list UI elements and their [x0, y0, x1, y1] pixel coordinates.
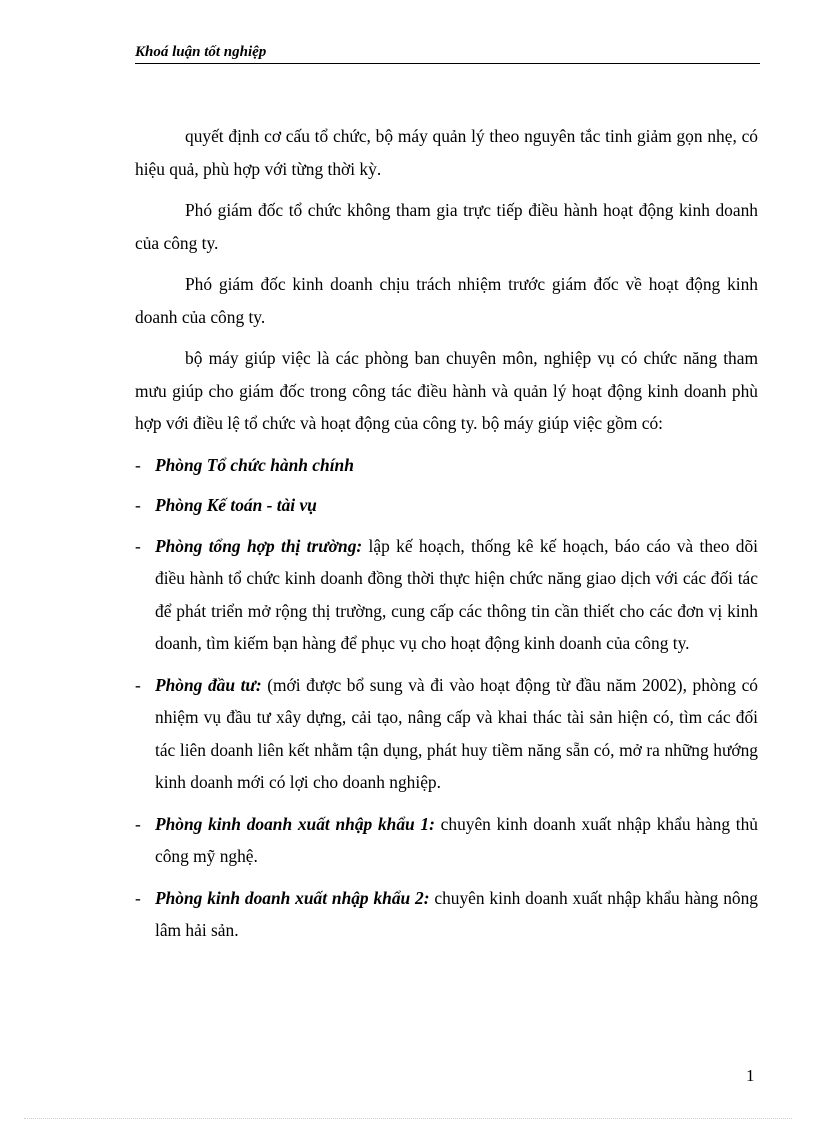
body-paragraph: Phó giám đốc kinh doanh chịu trách nhiệm trước giám đốc về hoạt động kinh doanh của công ty.: [135, 274, 758, 327]
department-description: chuyên kinh doanh xuất nhập khẩu hàng thủ công mỹ nghệ.: [155, 813, 759, 866]
department-description: lập kế hoạch, thống kê kế hoạch, báo cáo và theo dõi điều hành tổ chức kinh doanh đồng thời thực hiện chức năng giao dịch với các đối tác để phát triển mở rộng thị trường, cung cấp các thông tin cần thiết cho các đơn vị kinh doanh, tìm kiếm bạn hàng để phục vụ cho hoạt động kinh doanh của công ty.: [155, 535, 758, 653]
list-item-department: [135, 489, 758, 522]
department-title: Phòng Tổ chức hành chính: [155, 454, 354, 475]
list-item-department: [135, 669, 758, 799]
list-item-department: [135, 449, 758, 482]
list-item-department: [135, 530, 758, 660]
list-dash: -: [135, 495, 141, 515]
list-dash: -: [135, 813, 141, 834]
list-item-department: [135, 808, 758, 873]
department-title: Phòng đầu tư:: [155, 674, 262, 695]
running-header: Khoá luận tốt nghiệp: [135, 44, 760, 64]
page-number: 1: [746, 1066, 755, 1085]
document-body: [135, 120, 758, 956]
list-dash: -: [135, 535, 141, 556]
department-title: Phòng Kế toán - tài vụ: [155, 495, 317, 515]
department-title: Phòng kinh doanh xuất nhập khẩu 1:: [155, 813, 435, 834]
page-boundary-divider: [24, 1118, 792, 1119]
list-dash: -: [135, 454, 141, 475]
body-paragraph: bộ máy giúp việc là các phòng ban chuyên môn, nghiệp vụ có chức năng tham mưu giúp cho giám đốc trong công tác điều hành và quản lý hoạt động kinh doanh phù hợp với điều lệ tổ chức và hoạt động của công ty. bộ máy giúp việc gồm có:: [135, 348, 758, 433]
department-title: Phòng tổng hợp thị trường:: [155, 535, 363, 556]
department-title: Phòng kinh doanh xuất nhập khẩu 2:: [155, 887, 430, 908]
list-dash: -: [135, 674, 141, 695]
list-dash: -: [135, 887, 141, 908]
department-description: (mới được bổ sung và đi vào hoạt động từ đầu năm 2002), phòng có nhiệm vụ đầu tư xây dựng, cải tạo, nâng cấp và khai thác tài sản hiện có, tìm các đối tác liên doanh liên kết nhằm tận dụng, phát huy tiềm năng sẵn có, mở ra những hướng kinh doanh mới có lợi cho doanh nghiệp.: [155, 674, 758, 792]
department-description: chuyên kinh doanh xuất nhập khẩu hàng nông lâm hải sản.: [155, 887, 758, 940]
list-item-department: [135, 882, 758, 947]
body-paragraph: quyết định cơ cấu tổ chức, bộ máy quản lý theo nguyên tắc tinh giảm gọn nhẹ, có hiệu quả, phù hợp với từng thời kỳ.: [135, 126, 758, 179]
body-paragraph: Phó giám đốc tổ chức không tham gia trực tiếp điều hành hoạt động kinh doanh của công ty.: [135, 200, 758, 253]
